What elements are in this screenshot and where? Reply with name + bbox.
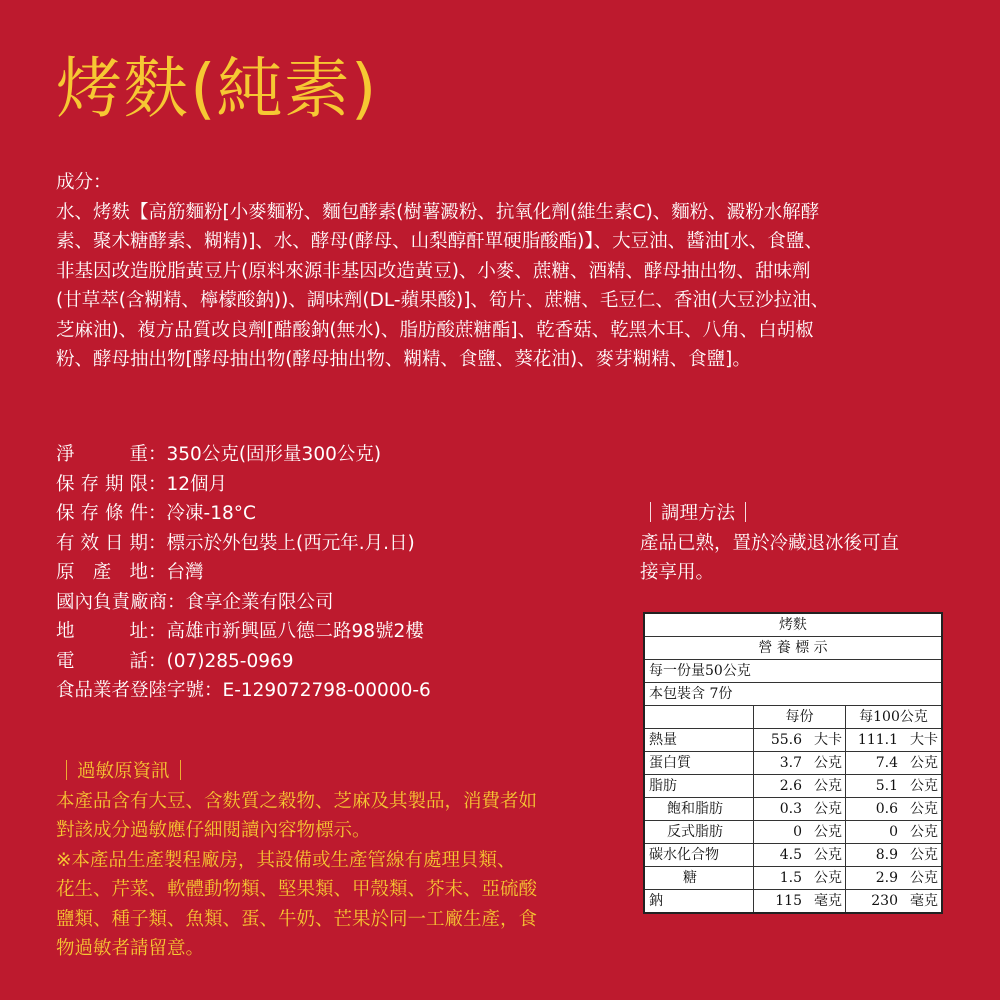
- info-value: 食享企業有限公司: [185, 591, 334, 613]
- ingredients-line: 水、烤麩【高筋麵粉[小麥麵粉、麵包酵素(樹薯澱粉、抗氧化劑(維生素C)、麵粉、澱粉水解酵: [56, 201, 820, 223]
- ingredients-line: 粉、酵母抽出物[酵母抽出物(酵母抽出物、糊精、食鹽、葵花油)、麥芽糊精、食鹽]。: [56, 349, 751, 370]
- nutrient-name: 鈉: [649, 893, 663, 909]
- nutrition-serving-size: 每一份量50公克: [645, 660, 941, 683]
- allergen-section: [56, 757, 616, 964]
- per-serving-cell: [753, 844, 845, 866]
- per-serving-cell: [753, 729, 845, 751]
- unit: 大卡: [910, 732, 938, 748]
- info-label: 電 話: [56, 650, 148, 672]
- nutrient-name: 飽和脂肪: [667, 801, 723, 817]
- unit: 公克: [910, 847, 938, 863]
- divider-bar: [180, 760, 181, 780]
- nutrition-row: [645, 775, 941, 798]
- unit: 公克: [910, 755, 938, 771]
- unit: 公克: [910, 801, 938, 817]
- per-serving-value: 3.7: [779, 755, 802, 771]
- per-serving-cell: [753, 798, 845, 820]
- nutrition-row: [645, 752, 941, 775]
- info-label: 地 址: [56, 621, 148, 642]
- per-100g-cell: [845, 821, 941, 843]
- per-100g-value: 5.1: [875, 778, 898, 794]
- per-serving-cell: [753, 890, 845, 912]
- unit: 公克: [910, 778, 938, 794]
- unit: 公克: [814, 847, 842, 863]
- info-value: 12個月: [166, 473, 228, 495]
- cooking-line: 產品已熟，置於冷藏退冰後可直: [640, 532, 900, 554]
- per-serving-cell: [753, 821, 845, 843]
- nutrient-name: 糖: [683, 870, 697, 886]
- allergen-heading: 過敏原資訊: [56, 757, 616, 787]
- nutrition-row: [645, 798, 941, 821]
- ingredients-line: 素、聚木糖酵素、糊精)]、水、酵母(酵母、山梨醇酐單硬脂酸酯)】、大豆油、醬油[水、食鹽、: [56, 231, 823, 252]
- per-100g-cell: [845, 867, 941, 889]
- ingredients-line: 非基因改造脫脂黃豆片(原料來源非基因改造黃豆)、小麥、蔗糖、酒精、酵母抽出物、甜味劑: [56, 260, 811, 282]
- nutrition-title: 營 養 標 示: [645, 637, 941, 660]
- per-100g-value: 2.9: [875, 870, 898, 886]
- per-100g-value: 111.1: [857, 732, 898, 748]
- per-100g-cell: [845, 798, 941, 820]
- per-serving-cell: [753, 867, 845, 889]
- nutrition-servings-per-pack: 本包裝含 7份: [645, 683, 941, 706]
- unit: 毫克: [910, 893, 938, 909]
- info-row-phone: 電 話 ： (07)285-0969: [56, 647, 431, 677]
- allergen-line: 鹽類、種子類、魚類、蛋、牛奶、芒果於同一工廠生產，食: [56, 908, 538, 930]
- per-100g-value: 0: [889, 824, 898, 840]
- info-value: 高雄市新興區八德二路98號2樓: [166, 621, 424, 642]
- info-label: 保存期限: [56, 473, 148, 495]
- allergen-line: 花生、芹菜、軟體動物類、堅果類、甲殼類、芥末、亞硫酸: [56, 879, 538, 900]
- info-value: 350公克(固形量300公克): [166, 444, 382, 465]
- unit: 公克: [910, 824, 938, 840]
- per-serving-value: 4.5: [779, 847, 802, 863]
- per-100g-cell: [845, 890, 941, 912]
- unit: 毫克: [814, 893, 842, 909]
- info-row-registration: 食品業者登陸字號 ： E-129072798-00000-6: [56, 676, 431, 706]
- unit: 公克: [910, 870, 938, 886]
- per-100g-value: 7.4: [875, 755, 898, 771]
- cooking-heading: 調理方法: [640, 499, 950, 529]
- info-row-storage: 保存條件 ： 冷凍-18°C: [56, 499, 431, 529]
- unit: 公克: [814, 870, 842, 886]
- per-serving-cell: [753, 752, 845, 774]
- allergen-line: 對該成分過敏應仔細閱讀內容物標示。: [56, 820, 371, 841]
- nutrition-row: [645, 729, 941, 752]
- nutrient-name: 熱量: [649, 732, 677, 748]
- nutrient-name: 脂肪: [649, 778, 677, 794]
- cooking-section: [640, 499, 950, 588]
- info-value: (07)285-0969: [166, 650, 294, 672]
- cooking-line: 接享用。: [640, 562, 715, 583]
- per-serving-value: 2.6: [779, 778, 802, 794]
- per-serving-value: 115: [775, 893, 802, 909]
- info-label: 食品業者登陸字號: [56, 680, 205, 701]
- nutrition-row: [645, 867, 941, 890]
- per-100g-cell: [845, 775, 941, 797]
- nutrition-row: [645, 821, 941, 844]
- info-row-address: 地 址 ： 高雄市新興區八德二路98號2樓: [56, 617, 431, 647]
- per-100g-cell: [845, 752, 941, 774]
- info-row-shelf-life: 保存期限 ： 12個月: [56, 470, 431, 500]
- info-label: 原 產 地: [56, 562, 148, 583]
- info-row-net-weight: 淨 重 ： 350公克(固形量300公克): [56, 440, 431, 470]
- info-row-origin: 原 產 地 ： 台灣: [56, 558, 431, 588]
- info-label: 國內負責廠商: [56, 591, 168, 613]
- per-100g-cell: [845, 844, 941, 866]
- product-title: 烤麩(純素): [56, 50, 378, 127]
- unit: 公克: [814, 755, 842, 771]
- allergen-line: ※本產品生產製程廠房，其設備或生產管線有處理貝類、: [56, 849, 516, 871]
- unit: 公克: [814, 824, 842, 840]
- nutrition-row: [645, 890, 941, 912]
- per-100g-value: 230: [871, 893, 898, 909]
- nutrient-name: 蛋白質: [649, 755, 691, 771]
- unit: 公克: [814, 778, 842, 794]
- col-per-serving: 每份: [753, 706, 845, 728]
- per-serving-value: 55.6: [770, 732, 802, 748]
- per-serving-cell: [753, 775, 845, 797]
- per-100g-value: 0.6: [875, 801, 898, 817]
- ingredients-section: [56, 168, 956, 375]
- per-serving-value: 0.3: [779, 801, 802, 817]
- info-value: 台灣: [166, 562, 204, 583]
- unit: 公克: [814, 801, 842, 817]
- nutrition-product-name: 烤麩: [645, 614, 941, 637]
- per-100g-value: 8.9: [875, 847, 898, 863]
- unit: 大卡: [814, 732, 842, 748]
- ingredients-line: 芝麻油)、複方品質改良劑[醋酸鈉(無水)、脂肪酸蔗糖酯]、乾香菇、乾黑木耳、八角、白胡椒: [56, 319, 814, 341]
- info-label: 淨 重: [56, 444, 148, 465]
- divider-bar: [66, 760, 67, 780]
- nutrition-row: [645, 844, 941, 867]
- ingredients-label: 成分：: [56, 172, 112, 193]
- nutrient-name: 反式脂肪: [667, 824, 723, 840]
- divider-bar: [745, 502, 746, 522]
- col-per-100g: 每100公克: [845, 706, 941, 728]
- info-label: 有效日期: [56, 532, 148, 554]
- divider-bar: [650, 502, 651, 522]
- nutrition-table: [643, 612, 943, 914]
- allergen-line: 本產品含有大豆、含麩質之穀物、芝麻及其製品，消費者如: [56, 790, 538, 812]
- per-100g-cell: [845, 729, 941, 751]
- info-label: 保存條件: [56, 503, 148, 524]
- info-value: 標示於外包裝上(西元年.月.日): [166, 532, 415, 554]
- product-info-section: [56, 440, 431, 706]
- info-row-expiry: 有效日期 ： 標示於外包裝上(西元年.月.日): [56, 529, 431, 559]
- allergen-line: 物過敏者請留意。: [56, 938, 205, 959]
- info-value: E-129072798-00000-6: [222, 680, 431, 701]
- nutrient-name: 碳水化合物: [649, 847, 719, 863]
- info-row-manufacturer: 國內負責廠商 ： 食享企業有限公司: [56, 588, 431, 618]
- per-serving-value: 0: [793, 824, 802, 840]
- ingredients-line: (甘草萃(含糊精、檸檬酸鈉))、調味劑(DL-蘋果酸)]、筍片、蔗糖、毛豆仁、香油(大豆沙拉油、: [56, 290, 830, 311]
- per-serving-value: 1.5: [779, 870, 802, 886]
- info-value: 冷凍-18°C: [166, 503, 256, 524]
- nutrition-header-row: [645, 706, 941, 729]
